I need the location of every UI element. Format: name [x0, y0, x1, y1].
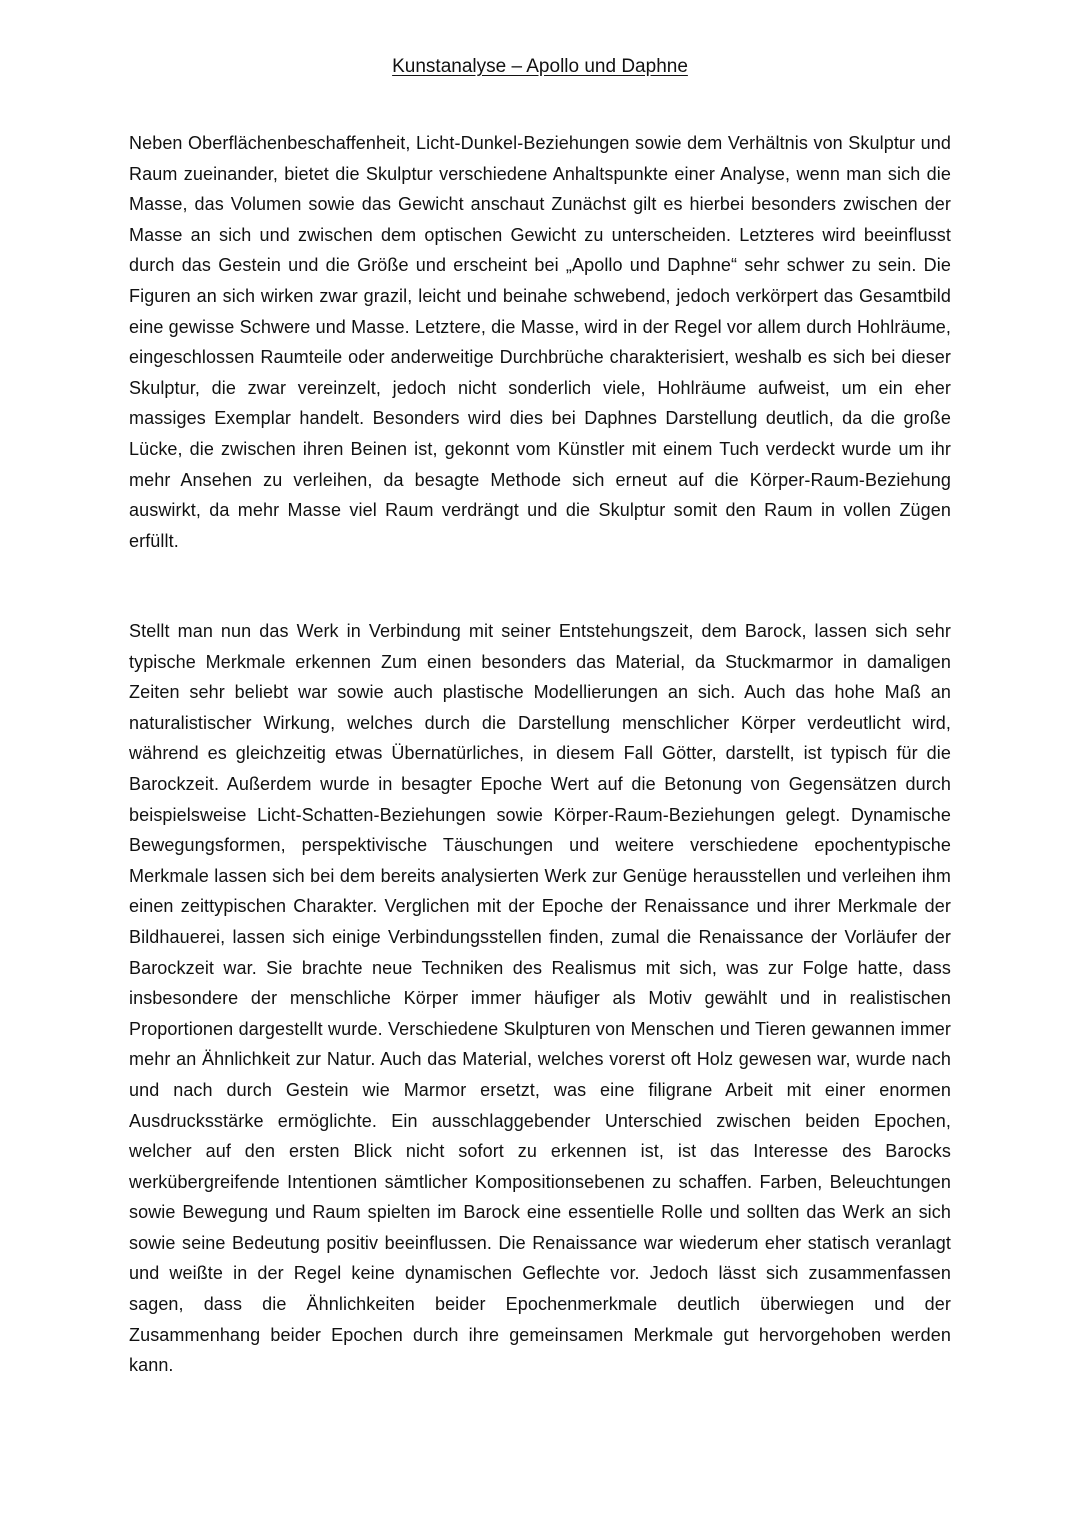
document-title: Kunstanalyse – Apollo und Daphne	[392, 56, 688, 77]
paragraph-mass-volume-weight: Neben Oberflächenbeschaffenheit, Licht-Dunkel-Beziehungen sowie dem Verhältnis von Skulptur und Raum zueinander, bietet die Skulptur verschiedene Anhaltspunkte einer Analyse, wenn man sich die Masse, das Volumen sowie das Gewicht anschaut Zunächst gilt es hierbei besonders zwischen der Masse an sich und zwischen dem optischen Gewicht zu unterscheiden. Letzteres wird beeinflusst durch das Gestein und die Größe und erscheint bei „Apollo und Daphne“ sehr schwer zu sein. Die Figuren an sich wirken zwar grazil, leicht und beinahe schwebend, jedoch verkörpert das Gesamtbild eine gewisse Schwere und Masse. Letztere, die Masse, wird in der Regel vor allem durch Hohlräume, eingeschlossen Raumteile oder anderweitige Durchbrüche charakterisiert, weshalb es sich bei dieser Skulptur, die zwar vereinzelt, jedoch nicht sonderlich viele, Hohlräume aufweist, um ein eher massiges Exemplar handelt. Besonders wird dies bei Daphnes Darstellung deutlich, da die große Lücke, die zwischen ihren Beinen ist, gekonnt vom Künstler mit einem Tuch verdeckt wurde um ihr mehr Ansehen zu verleihen, da besagte Methode sich erneut auf die Körper-Raum-Beziehung auswirkt, da mehr Masse viel Raum verdrängt und die Skulptur somit den Raum in vollen Zügen erfüllt.	[129, 133, 951, 551]
paragraph-baroque-renaissance: Stellt man nun das Werk in Verbindung mit seiner Entstehungszeit, dem Barock, lassen sich sehr typische Merkmale erkennen Zum einen besonders das Material, da Stuckmarmor in damaligen Zeiten sehr beliebt war sowie auch plastische Modellierungen an sich. Auch das hohe Maß an naturalistischer Wirkung, welches durch die Darstellung menschlicher Körper verdeutlicht wird, während es gleichzeitig etwas Übernatürliches, in diesem Fall Götter, darstellt, ist typisch für die Barockzeit. Außerdem wurde in besagter Epoche Wert auf die Betonung von Gegensätzen durch beispielsweise Licht-Schatten-Beziehungen sowie Körper-Raum-Beziehungen gelegt. Dynamische Bewegungsformen, perspektivische Täuschungen und weitere verschiedene epochentypische Merkmale lassen sich bei dem bereits analysierten Werk zur Genüge herausstellen und verleihen ihm einen zeittypischen Charakter. Verglichen mit der Epoche der Renaissance und ihrer Merkmale der Bildhauerei, lassen sich einige Verbindungsstellen finden, zumal die Renaissance der Vorläufer der Barockzeit war. Sie brachte neue Techniken des Realismus mit sich, was zur Folge hatte, dass insbesondere der menschliche Körper immer häufiger als Motiv gewählt und in realistischen Proportionen dargestellt wurde. Verschiedene Skulpturen von Menschen und Tieren gewannen immer mehr an Ähnlichkeit zur Natur. Auch das Material, welches vorerst oft Holz gewesen war, wurde nach und nach durch Gestein wie Marmor ersetzt, was eine filigrane Arbeit mit einer enormen Ausdrucksstärke ermöglichte. Ein ausschlaggebender Unterschied zwischen beiden Epochen, welcher auf den ersten Blick nicht sofort zu erkennen ist, ist das Interesse des Barocks werkübergreifende Intentionen sämtlicher Kompositionsebenen zu schaffen. Farben, Beleuchtungen sowie Bewegung und Raum spielten im Barock eine essentielle Rolle und sollten das Werk an sich sowie seine Bedeutung positiv beeinflussen. Die Renaissance war wiederum eher statisch veranlagt und weißte in der Regel keine dynamischen Geflechte vor. Jedoch lässt sich zusammenfassen sagen, dass die Ähnlichkeiten beider Epochenmerkmale deutlich überwiegen und der Zusammenhang beider Epochen durch ihre gemeinsamen Merkmale gut hervorgehoben werden kann.	[129, 621, 951, 1376]
